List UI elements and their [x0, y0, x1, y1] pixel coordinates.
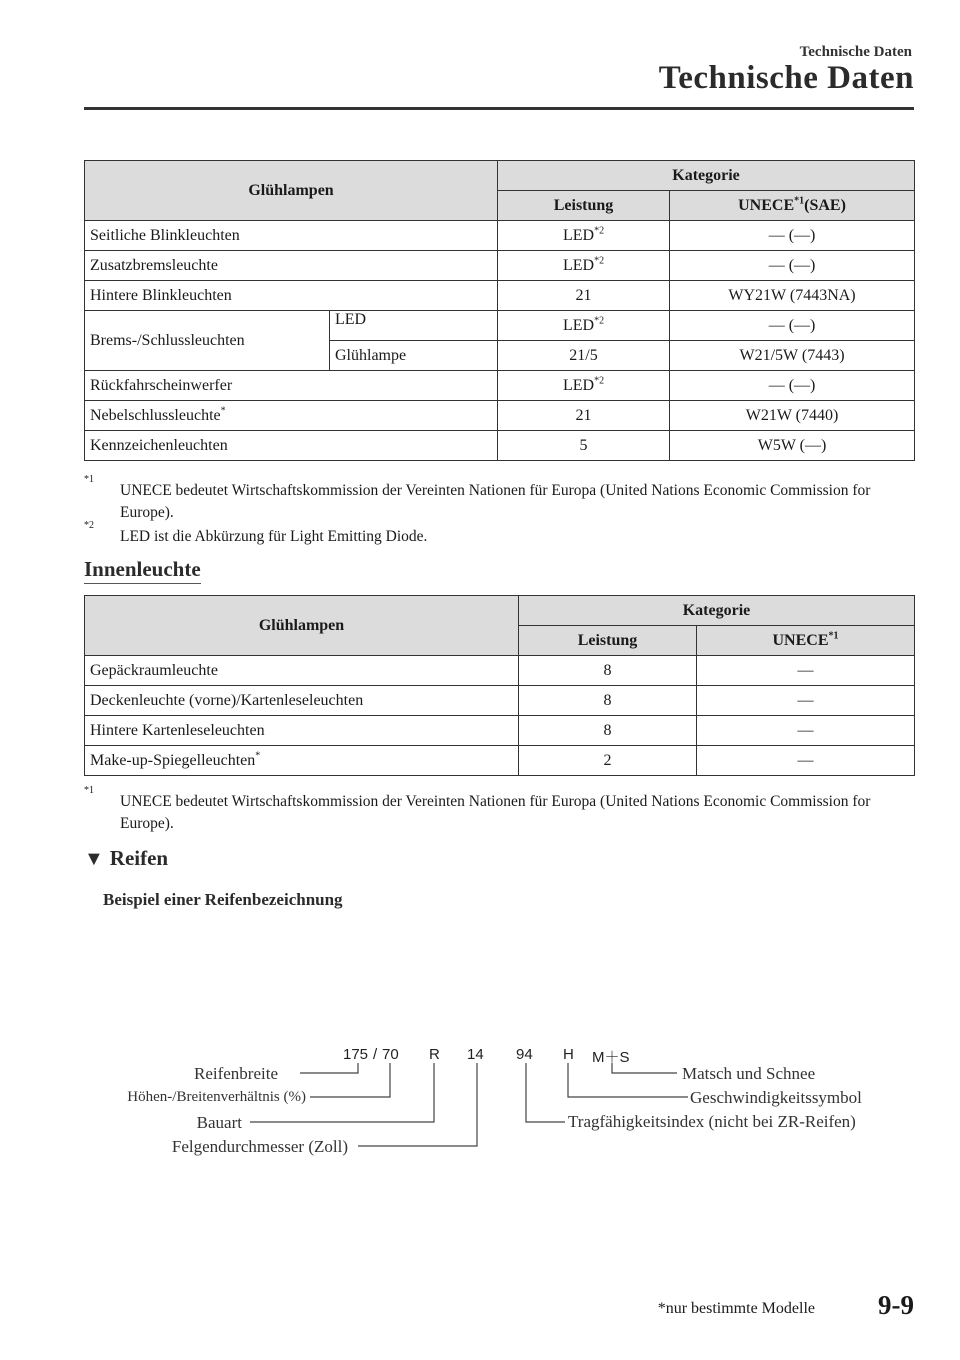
table-row: Hintere Blinkleuchten 21 WY21W (7443NA) [85, 281, 915, 311]
label-width: Reifenbreite [193, 1064, 278, 1083]
footnote: *2 LED ist die Abkürzung für Light Emitting Diode. [84, 520, 428, 546]
chapter-title: Technische Daten [658, 60, 914, 96]
label-diameter: Felgendurchmesser (Zoll) [171, 1137, 348, 1156]
col-header-category: Kategorie [498, 161, 915, 191]
tire-code-speed: H [563, 1046, 574, 1063]
table-row: Make-up-Spiegelleuchten* 2 — [85, 746, 915, 776]
label-speed: Geschwindigkeitssymbol [690, 1088, 862, 1107]
col-header-unece: UNECE$^{*1}$(SAE) [670, 191, 915, 221]
running-header: Technische Daten [799, 44, 912, 60]
col-header-bulbs: Glühlampen [85, 161, 498, 221]
tire-code-diameter: 14 [467, 1046, 484, 1063]
section-heading-tires: ▼ Reifen [84, 846, 169, 870]
triangle-down-icon: ▼ [84, 848, 104, 870]
label-load: Tragfähigkeitsindex (nicht bei ZR-Reifen) [568, 1112, 856, 1131]
col-header-bulbs: Glühlampen [85, 596, 519, 656]
col-header-category: Kategorie [519, 596, 915, 626]
label-construction: Bauart [196, 1113, 242, 1132]
table-row: Seitliche Blinkleuchten LED$^{*2}$ — (—) [85, 221, 915, 251]
table-row: Kennzeichenleuchten 5 W5W (—) [85, 431, 915, 461]
table-row: Brems-/Schlussleuchten LED LED$^{*2}$ — (—) [85, 311, 915, 341]
tire-code-width: 175 [343, 1046, 369, 1063]
col-header-unece: UNECE$^{*1}$ [697, 626, 915, 656]
col-header-power: Leistung [498, 191, 670, 221]
footnote: *1 UNECE bedeutet Wirtschaftskommission der Vereinten Nationen für Europa (United Nations Economic Commission for Europe). [84, 785, 871, 832]
tire-example-heading: Beispiel einer Reifenbezeichnung [103, 890, 343, 909]
footnote: *1 UNECE bedeutet Wirtschaftskommission der Vereinten Nationen für Europa (United Nations Economic Commission for Europe). [84, 474, 871, 521]
table-row: Glühlampe 21/5 W21/5W (7443) [85, 341, 915, 371]
label-ratio: Höhen-/Breitenverhältnis (%) [127, 1089, 306, 1105]
tire-code-ms: M＋S [592, 1049, 630, 1066]
table-row: Gepäckraumleuchte 8 — [85, 656, 915, 686]
tire-code-construction: R [429, 1046, 440, 1063]
col-header-power: Leistung [519, 626, 697, 656]
tire-code-ratio: 70 [382, 1046, 399, 1063]
table-row: Deckenleuchte (vorne)/Kartenleseleuchten 8 — [85, 686, 915, 716]
footer-note: *nur bestimmte Modelle [657, 1300, 815, 1317]
label-ms: Matsch und Schnee [682, 1064, 816, 1083]
tire-code-slash: / [373, 1046, 378, 1063]
table-row: Rückfahrscheinwerfer LED$^{*2}$ — (—) [85, 371, 915, 401]
tire-code-load: 94 [516, 1046, 533, 1063]
page-number: 9-9 [878, 1290, 914, 1320]
table-row: Hintere Kartenleseleuchten 8 — [85, 716, 915, 746]
table-row: Nebelschlussleuchte* 21 W21W (7440) [85, 401, 915, 431]
section-heading-interior: Innenleuchte [84, 557, 201, 584]
table-row: Zusatzbremsleuchte LED$^{*2}$ — (—) [85, 251, 915, 281]
